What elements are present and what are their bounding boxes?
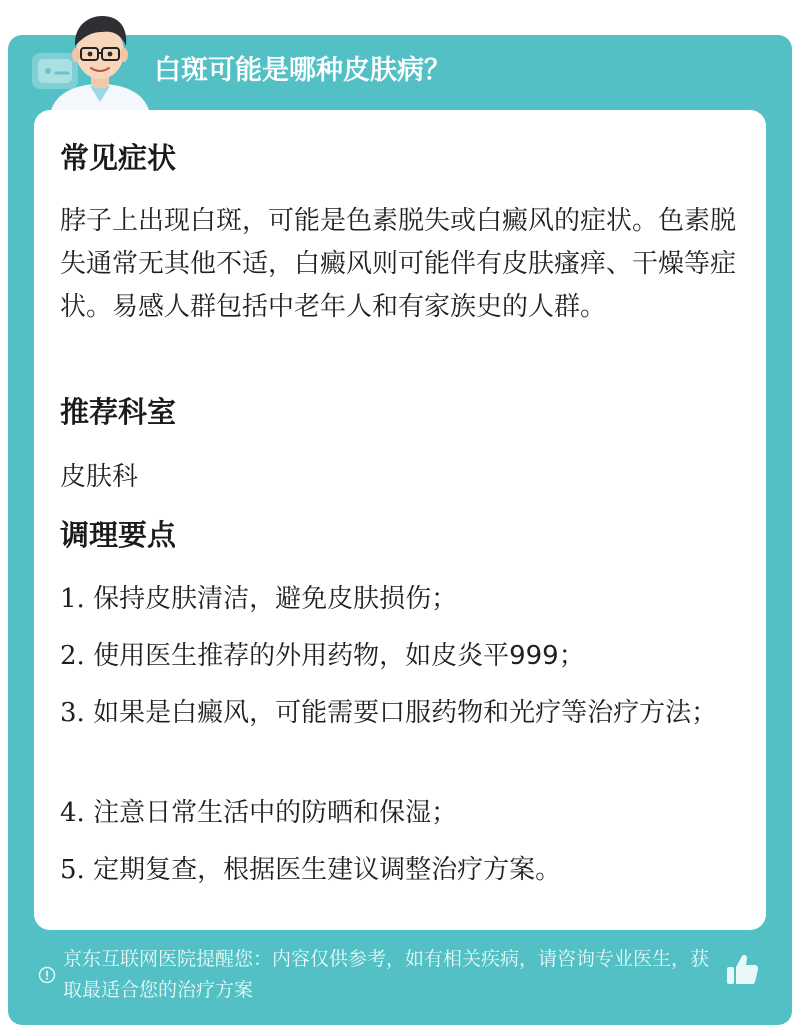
- care-item: [60, 849, 740, 892]
- care-item: [60, 792, 740, 835]
- care-item-number: 2.: [60, 641, 85, 671]
- symptoms-text: 脖子上出现白斑，可能是色素脱失或白癜风的症状。色素脱失通常无其他不适，白癜风则可能伴有皮肤瘙痒、干燥等症状。易感人群包括中老年人和有家族史的人群。: [60, 206, 737, 322]
- page-title: 白斑可能是哪种皮肤病？: [154, 55, 451, 86]
- care-item-text: 注意日常生活中的防晒和保湿；: [93, 798, 458, 828]
- disclaimer-text: 京东互联网医院提醒您：内容仅供参考，如有相关疾病，请咨询专业医生，获取最适合您的治疗方案: [63, 948, 710, 1001]
- care-item-number: 5.: [60, 855, 85, 885]
- care-item-text: 保持皮肤清洁，避免皮肤损伤；: [93, 584, 458, 614]
- care-item-text: 使用医生推荐的外用药物，如皮炎平999；: [93, 641, 585, 671]
- care-heading: 调理要点: [60, 518, 177, 552]
- care-item-number: 1.: [60, 584, 85, 614]
- info-icon: [38, 966, 56, 984]
- care-item-number: 4.: [60, 798, 85, 828]
- care-item-number: 3.: [60, 698, 85, 728]
- care-item-text: 定期复查，根据医生建议调整治疗方案。: [93, 855, 562, 885]
- content-panel: [34, 110, 766, 930]
- thumbs-up-icon[interactable]: [724, 952, 760, 988]
- care-item: [60, 635, 740, 678]
- doctor-avatar: [44, 10, 156, 114]
- department-text: 皮肤科: [60, 462, 139, 492]
- care-item: [60, 692, 740, 735]
- department-heading: 推荐科室: [60, 395, 177, 429]
- symptoms-heading: 常见症状: [60, 141, 177, 175]
- care-item-text: 如果是白癜风，可能需要口服药物和光疗等治疗方法；: [93, 698, 718, 728]
- care-item: [60, 578, 740, 621]
